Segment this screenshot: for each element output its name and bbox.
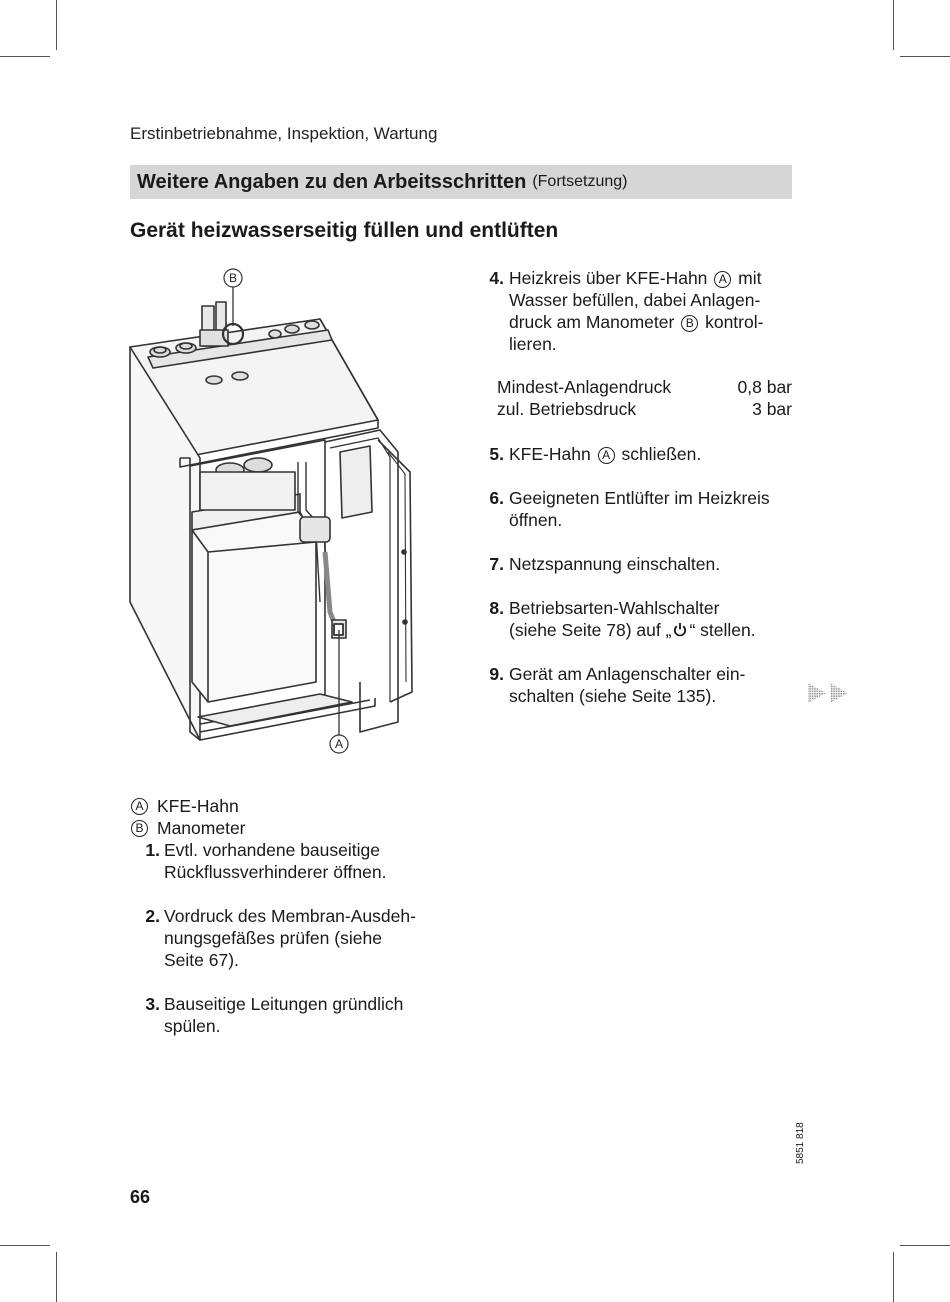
step-text: druck am Manometer (509, 312, 675, 332)
marker-b: B (131, 820, 148, 837)
callout-a-label: A (334, 737, 344, 751)
breadcrumb: Erstinbetriebnahme, Inspektion, Wartung (130, 124, 438, 143)
step-text: schalten (siehe Seite 135). (509, 686, 717, 706)
legend-label: Manometer (157, 818, 246, 838)
section-heading: Gerät heizwasserseitig füllen und entlüften (130, 219, 559, 242)
power-icon (672, 622, 688, 638)
step-5 (474, 443, 701, 465)
pressure-value: 0,8 bar (737, 377, 792, 397)
crop-mark (900, 1245, 950, 1246)
crop-mark (56, 0, 57, 50)
table-row (497, 376, 792, 398)
step-text: Netzspannung einschalten. (509, 554, 721, 574)
step-text: Vordruck des Membran-Ausdeh- (164, 906, 416, 926)
figure-legend (131, 795, 246, 839)
step-text: Rückflussverhinderer öffnen. (164, 862, 387, 882)
pressure-label: Mindest-Anlagendruck (497, 377, 672, 397)
marker-a: A (131, 798, 148, 815)
crop-mark (0, 1245, 50, 1246)
crop-mark (56, 1252, 57, 1302)
step-7 (474, 553, 720, 575)
step-8 (474, 597, 756, 641)
step-text: nungsgefäßes prüfen (siehe (164, 928, 382, 948)
crop-mark (893, 1252, 894, 1302)
legend-item-b (131, 817, 246, 839)
step-text: kontrol- (705, 312, 764, 332)
step-1 (130, 839, 386, 883)
continue-arrows-icon (807, 681, 851, 705)
step-text: (siehe Seite 78) auf „ (509, 620, 672, 640)
step-text: öffnen. (509, 510, 563, 530)
step-text: Betriebsarten-Wahlschalter (509, 598, 720, 618)
step-3 (130, 993, 403, 1037)
step-text: Heizkreis über KFE-Hahn (509, 268, 708, 288)
callout-b-label: B (228, 271, 238, 285)
marker-a: A (598, 447, 615, 464)
step-6 (474, 487, 770, 531)
step-number: 6. (489, 488, 504, 508)
step-text: Gerät am Anlagenschalter ein- (509, 664, 746, 684)
step-number: 9. (489, 664, 504, 684)
document-number: 5851 818 (795, 1122, 806, 1164)
table-row (497, 398, 792, 420)
step-text: schließen. (621, 444, 702, 464)
step-text: spülen. (164, 1016, 221, 1036)
title-bar (130, 165, 792, 199)
step-text: mit (738, 268, 762, 288)
pressure-label: zul. Betriebsdruck (497, 399, 637, 419)
marker-b: B (681, 315, 698, 332)
legend-item-a (131, 795, 246, 817)
crop-mark (893, 0, 894, 50)
step-2 (130, 905, 416, 971)
step-text: Bauseitige Leitungen gründlich (164, 994, 404, 1014)
step-number: 3. (145, 994, 160, 1014)
page-number: 66 (130, 1187, 151, 1207)
step-number: 8. (489, 598, 504, 618)
step-4 (474, 267, 763, 355)
step-text: KFE-Hahn (509, 444, 591, 464)
pressure-value: 3 bar (752, 399, 792, 419)
step-text: Geeigneten Entlüfter im Heizkreis (509, 488, 770, 508)
page-title-suffix: (Fortsetzung) (532, 173, 628, 190)
step-number: 5. (489, 444, 504, 464)
step-text: Wasser befüllen, dabei Anlagen- (509, 290, 761, 310)
pressure-table (497, 376, 792, 420)
step-text: Seite 67). (164, 950, 239, 970)
step-9 (474, 663, 745, 707)
step-text: “ stellen. (689, 620, 756, 640)
step-text: Evtl. vorhandene bauseitige (164, 840, 380, 860)
crop-mark (0, 56, 50, 57)
step-number: 7. (489, 554, 504, 574)
device-illustration (120, 262, 430, 762)
step-text: lieren. (509, 334, 557, 354)
step-number: 1. (145, 840, 160, 860)
legend-label: KFE-Hahn (157, 796, 239, 816)
step-number: 4. (489, 268, 504, 288)
step-number: 2. (145, 906, 160, 926)
page-title: Weitere Angaben zu den Arbeitsschritten (137, 170, 527, 193)
marker-a: A (714, 271, 731, 288)
crop-mark (900, 56, 950, 57)
